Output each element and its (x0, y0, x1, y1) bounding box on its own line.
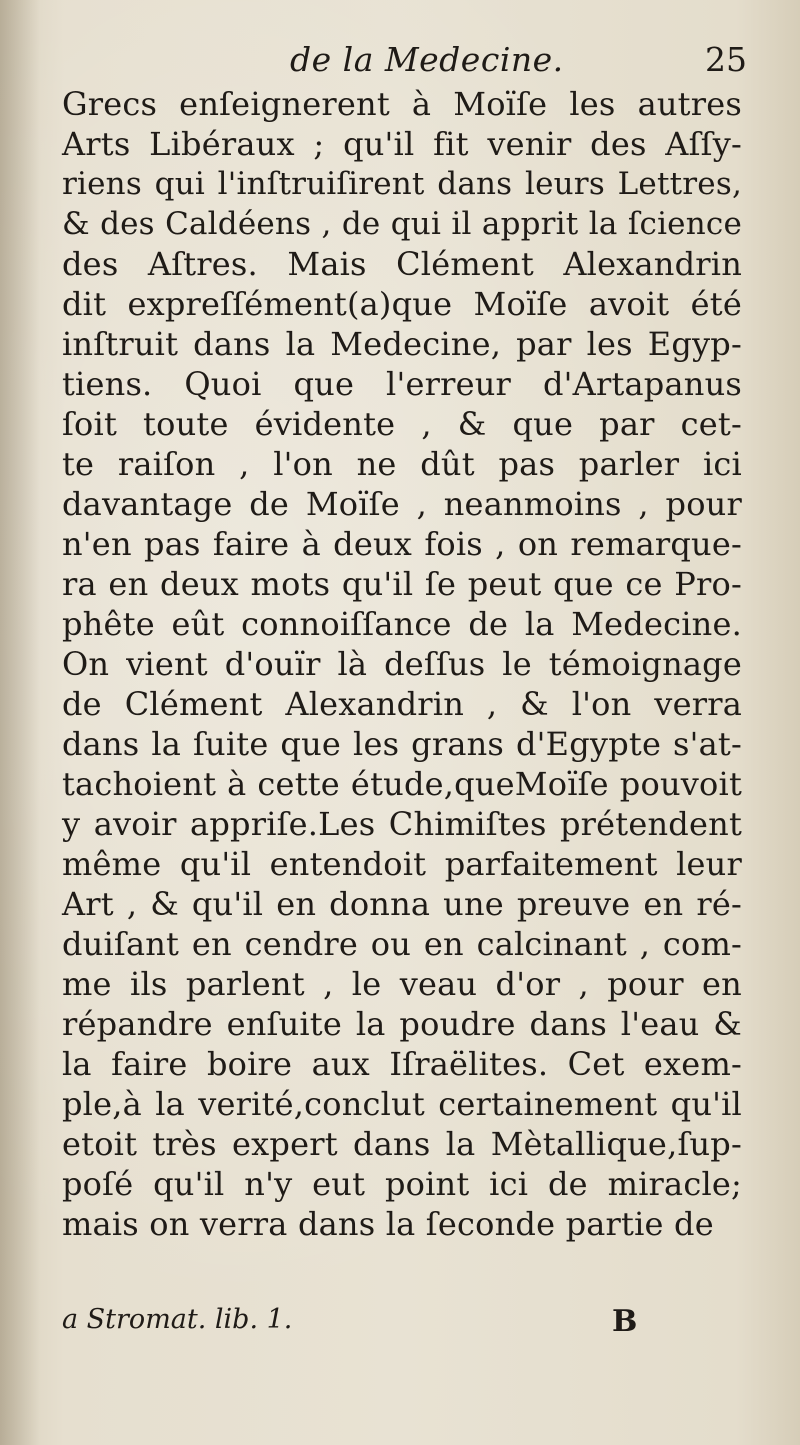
text-line: tiens. Quoi que l'erreur d'Artapanus (62, 365, 742, 403)
text-line: riens qui l'inſtruiſirent dans leurs Lettres, (62, 166, 742, 202)
text-line: inſtruit dans la Medecine, par les Egyp- (62, 325, 742, 363)
text-line: dit expreſſément(a)que Moïſe avoit été (62, 285, 742, 323)
text-line: mais on verra dans la ſeconde partie de (62, 1205, 714, 1243)
text-line: de Clément Alexandrin , & l'on verra (62, 685, 742, 723)
text-line: te raiſon , l'on ne dût pas parler ici (62, 445, 742, 483)
text-line: etoit très expert dans la Mètallique,ſup- (62, 1125, 742, 1163)
text-line: Art , & qu'il en donna une preuve en ré- (62, 885, 742, 923)
text-line: la faire boire aux Iſraëlites. Cet exem- (62, 1045, 742, 1083)
page-footer (62, 1304, 742, 1348)
gutter-shadow (0, 0, 40, 1445)
text-line: Arts Libéraux ; qu'il fit venir des Aſſy- (62, 125, 742, 163)
text-line: des Aſtres. Mais Clément Alexandrin (62, 245, 742, 283)
footnote: a Stromat. lib. 1. (62, 1304, 293, 1335)
text-line: répandre enſuite la poudre dans l'eau & (62, 1005, 742, 1043)
text-line: me ils parlent , le veau d'or , pour en (62, 965, 742, 1003)
text-line: phête eût connoiſſance de la Medecine. (62, 605, 742, 643)
text-line: tachoient à cette étude,queMoïſe pouvoit (62, 765, 742, 803)
text-line: même qu'il entendoit parfaitement leur (62, 845, 742, 883)
text-line: ple,à la verité,conclut certainement qu'il (62, 1085, 742, 1123)
body-text (62, 84, 742, 1244)
text-line: Grecs enſeignerent à Moïſe les autres (62, 85, 742, 123)
text-line: ra en deux mots qu'il ſe peut que ce Pro- (62, 565, 742, 603)
text-line: duiſant en cendre ou en calcinant , com- (62, 925, 742, 963)
text-line: davantage de Moïſe , neanmoins , pour (62, 485, 742, 523)
text-line: y avoir appriſe.Les Chimiſtes prétendent (62, 805, 742, 843)
text-line: n'en pas faire à deux fois , on remarque- (62, 525, 742, 563)
text-line: dans la ſuite que les grans d'Egypte s'at- (62, 725, 742, 763)
text-line: ſoit toute évidente , & que par cet- (62, 405, 742, 443)
running-title: de la Medecine. (290, 40, 564, 79)
text-line: & des Caldéens , de qui il apprit la ſcience (62, 206, 742, 242)
running-head (0, 40, 800, 84)
text-line: poſé qu'il n'y eut point ici de miracle; (62, 1165, 742, 1203)
text-line: On vient d'ouïr là deſſus le témoignage (62, 645, 742, 683)
signature-mark: B (612, 1304, 638, 1339)
page-number: 25 (705, 40, 747, 79)
